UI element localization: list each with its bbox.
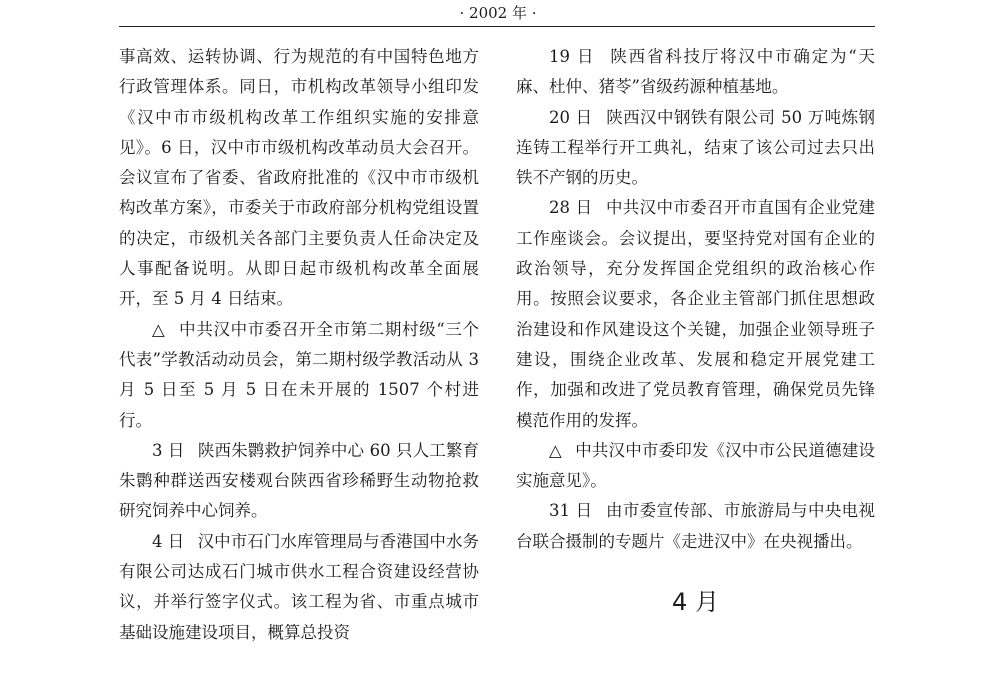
header-rule	[119, 26, 875, 27]
paragraph-day-20	[516, 103, 875, 194]
entry-text: 由市委宣传部、市旅游局与中央电视台联合摄制的专题片《走进汉中》在央视播出。	[516, 501, 875, 551]
day-label: 20 日	[549, 107, 593, 127]
entry-text: 陕西朱鹮救护饲养中心 60 只人工繁育朱鹮种群送西安楼观台陕西省珍稀野生动物抢救研究饲养中心饲养。	[119, 440, 479, 521]
day-label: 31 日	[549, 501, 593, 521]
entry-text: 汉中市石门水库管理局与香港国中水务有限公司达成石门城市供水工程合资建设经营协议，并举行签字仪式。该工程为省、市重点城市基础设施建设项目，概算总投资	[119, 531, 479, 642]
paragraph-continued: 事高效、运转协调、行为规范的有中国特色地方行政管理体系。同日，市机构改革领导小组印发《汉中市市级机构改革工作组织实施的安排意见》。6 日，汉中市市级机构改革动员大会召开。会议宣布了省委、省政府批准的《汉中市市级机构改革方案》，市委关于市政府部分机构党组设置的决定，市级机关各部门主要负责人任命决定及人事配备说明。从即日起市级机构改革全面展开，至 5 月 4 日结束。	[119, 47, 479, 309]
entry-text: 陕西省科技厅将汉中市确定为“天麻、杜仲、猪苓”省级药源种植基地。	[516, 47, 875, 97]
paragraph-day-28	[516, 193, 875, 435]
day-label: 28 日	[549, 198, 593, 218]
month-heading: 4 月	[672, 588, 719, 617]
entry-text: 中共汉中市委召开市直国有企业党建工作座谈会。会议提出，要坚持党对国有企业的政治领导，充分发挥国企党组织的政治核心作用。按照会议要求，各企业主管部门抓住思想政治建设和作风建设这个关键，加强企业领导班子建设，围绕企业改革、发展和稳定开展党建工作，加强和改进了党员教育管理，确保党员先锋模范作用的发挥。	[516, 198, 875, 430]
right-column	[516, 42, 875, 617]
day-label: 4 日	[152, 531, 185, 551]
paragraph-day-31	[516, 496, 875, 557]
day-label: 19 日	[549, 47, 596, 66]
left-column	[119, 42, 479, 648]
paragraph-day-4	[119, 527, 479, 648]
day-label: 3 日	[152, 440, 185, 460]
paragraph-day-3	[119, 436, 479, 527]
triangle-marker: △	[152, 319, 166, 339]
entry-text: 中共汉中市委召开全市第二期村级“三个代表”学教活动动员会，第二期村级学教活动从 3 月 5 日至 5 月 5 日在未开展的 1507 个村进行。	[119, 319, 479, 430]
paragraph-day-19	[516, 42, 875, 103]
triangle-marker: △	[549, 440, 562, 460]
paragraph-triangle-entry	[119, 315, 479, 436]
entry-text: 陕西汉中钢铁有限公司 50 万吨炼钢连铸工程举行开工典礼，结束了该公司过去只出铁不产钢的历史。	[516, 107, 875, 188]
paragraph-triangle-entry	[516, 436, 875, 497]
entry-text: 中共汉中市委印发《汉中市公民道德建设实施意见》。	[516, 440, 875, 491]
page-header-year: · 2002 年 ·	[459, 4, 537, 22]
